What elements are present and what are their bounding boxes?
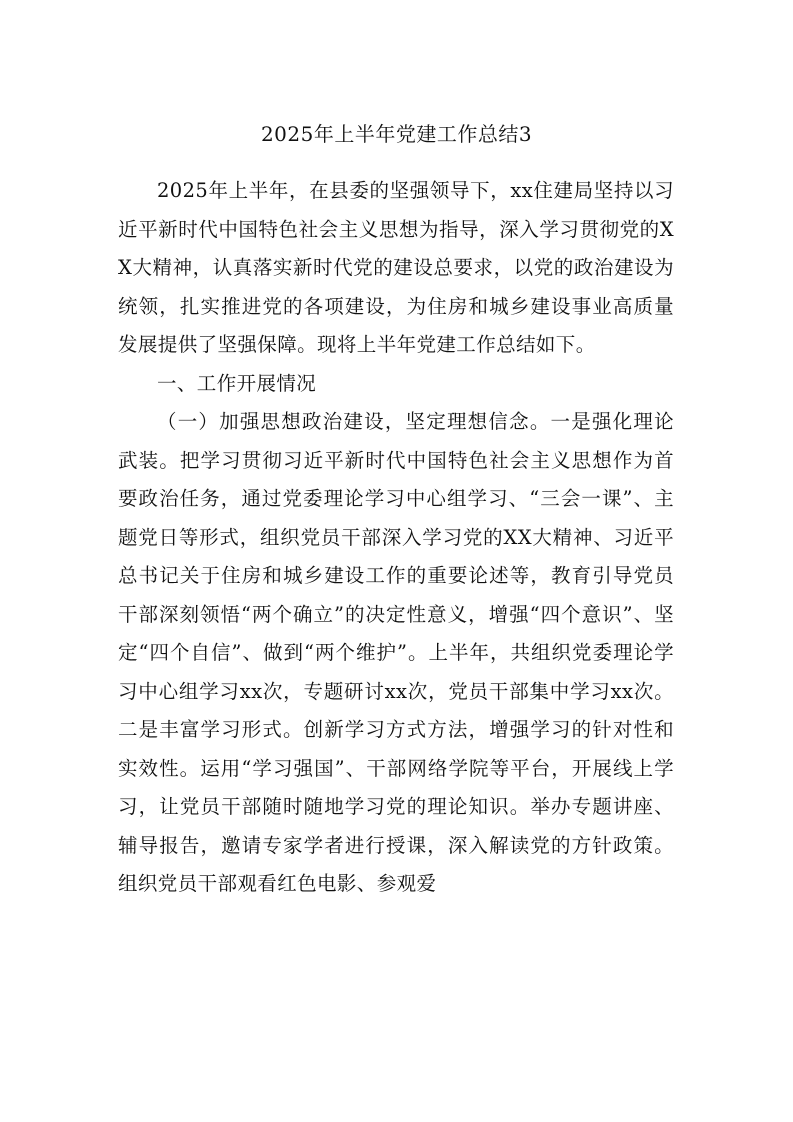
document-body — [118, 172, 674, 904]
section-paragraph: （一）加强思想政治建设，坚定理想信念。一是强化理论武装。把学习贯彻习近平新时代中国特色社会主义思想作为首要政治任务，通过党委理论学习中心组学习、“三会一课”、主题党日等形式，组织党员干部深入学习党的XX大精神、习近平总书记关于住房和城乡建设工作的重要论述等，教育引导党员干部深刻领悟“两个确立”的决定性意义，增强“四个意识”、坚定“四个自信”、做到“两个维护”。上半年，共组织党委理论学习中心组学习xx次，专题研讨xx次，党员干部集中学习xx次。二是丰富学习形式。创新学习方式方法，增强学习的针对性和实效性。运用“学习强国”、干部网络学院等平台，开展线上学习，让党员干部随时随地学习党的理论知识。举办专题讲座、辅导报告，邀请专家学者进行授课，深入解读党的方针政策。组织党员干部观看红色电影、参观爱 — [118, 410, 674, 895]
section-heading: 一、工作开展情况 — [157, 371, 317, 395]
intro-paragraph: 2025年上半年，在县委的坚强领导下，xx住建局坚持以习近平新时代中国特色社会主义思想为指导，深入学习贯彻党的XX大精神，认真落实新时代党的建设总要求，以党的政治建设为统领，扎实推进党的各项建设，为住房和城乡建设事业高质量发展提供了坚强保障。现将上半年党建工作总结如下。 — [118, 179, 674, 356]
document-title: 2025年上半年党建工作总结3 — [260, 122, 533, 146]
